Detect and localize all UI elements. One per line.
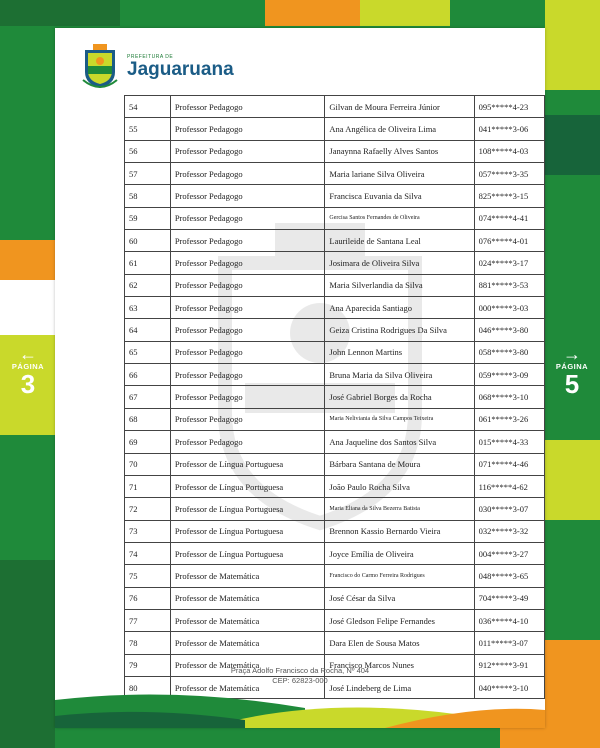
row-name: Francisca Euvania da Silva bbox=[325, 185, 474, 207]
row-role: Professor Pedagogo bbox=[170, 185, 325, 207]
table-row bbox=[125, 140, 545, 162]
row-number: 73 bbox=[125, 520, 171, 542]
row-name: Francisco Marcos Nunes bbox=[325, 654, 474, 676]
row-number: 60 bbox=[125, 230, 171, 252]
row-document: 068*****3-10 bbox=[474, 386, 544, 408]
row-document: 024*****3-17 bbox=[474, 252, 544, 274]
row-document: 061*****3-26 bbox=[474, 408, 544, 430]
row-role: Professor Pedagogo bbox=[170, 386, 325, 408]
table-row bbox=[125, 431, 545, 453]
row-name: Joyce Emília de Oliveira bbox=[325, 542, 474, 564]
table-row bbox=[125, 565, 545, 587]
bg-orange-left bbox=[0, 240, 55, 280]
row-role: Professor de Matemática bbox=[170, 565, 325, 587]
row-role: Professor Pedagogo bbox=[170, 96, 325, 118]
row-role: Professor de Matemática bbox=[170, 632, 325, 654]
row-role: Professor de Língua Portuguesa bbox=[170, 498, 325, 520]
row-role: Professor Pedagogo bbox=[170, 274, 325, 296]
table-row bbox=[125, 96, 545, 118]
table-row bbox=[125, 274, 545, 296]
row-document: 116*****4-62 bbox=[474, 475, 544, 497]
table-row bbox=[125, 364, 545, 386]
row-document: 046*****3-80 bbox=[474, 319, 544, 341]
cep-line: CEP: 62823-000 bbox=[272, 676, 328, 685]
row-document: 040*****3-10 bbox=[474, 676, 544, 698]
row-role: Professor Pedagogo bbox=[170, 118, 325, 140]
row-name: Francisco do Carmo Ferreira Rodrigues bbox=[325, 565, 474, 587]
row-number: 54 bbox=[125, 96, 171, 118]
table-row bbox=[125, 207, 545, 229]
row-document: 071*****4-46 bbox=[474, 453, 544, 475]
row-role: Professor Pedagogo bbox=[170, 297, 325, 319]
row-document: 108*****4-03 bbox=[474, 140, 544, 162]
row-document: 825*****3-15 bbox=[474, 185, 544, 207]
table-row bbox=[125, 542, 545, 564]
bg-white-left bbox=[0, 280, 55, 335]
row-number: 69 bbox=[125, 431, 171, 453]
row-document: 032*****3-32 bbox=[474, 520, 544, 542]
arrow-right-icon: → bbox=[563, 344, 581, 364]
row-role: Professor Pedagogo bbox=[170, 252, 325, 274]
row-role: Professor de Matemática bbox=[170, 609, 325, 631]
row-number: 76 bbox=[125, 587, 171, 609]
logo-city: Jaguaruana bbox=[127, 59, 234, 80]
row-document: 074*****4-41 bbox=[474, 207, 544, 229]
row-number: 64 bbox=[125, 319, 171, 341]
logo-prefix: PREFEITURA DE bbox=[127, 54, 174, 60]
table-row bbox=[125, 230, 545, 252]
row-name: João Paulo Rocha Silva bbox=[325, 475, 474, 497]
row-number: 79 bbox=[125, 654, 171, 676]
row-document: 036*****4-10 bbox=[474, 609, 544, 631]
row-document: 095*****4-23 bbox=[474, 96, 544, 118]
row-document: 881*****3-53 bbox=[474, 274, 544, 296]
row-number: 68 bbox=[125, 408, 171, 430]
row-number: 59 bbox=[125, 207, 171, 229]
table-row bbox=[125, 408, 545, 430]
row-name: Brennon Kassio Bernardo Vieira bbox=[325, 520, 474, 542]
table-row bbox=[125, 297, 545, 319]
row-name: Josimara de Oliveira Silva bbox=[325, 252, 474, 274]
row-name: Bruna Maria da Silva Oliveira bbox=[325, 364, 474, 386]
row-name: Dara Elen de Sousa Matos bbox=[325, 632, 474, 654]
row-role: Professor Pedagogo bbox=[170, 431, 325, 453]
row-role: Professor de Matemática bbox=[170, 654, 325, 676]
row-role: Professor de Língua Portuguesa bbox=[170, 453, 325, 475]
row-number: 71 bbox=[125, 475, 171, 497]
row-role: Professor Pedagogo bbox=[170, 163, 325, 185]
address-line: Praça Adolfo Francisco da Rocha, Nº 404 bbox=[230, 666, 370, 675]
row-name: Ana Jaqueline dos Santos Silva bbox=[325, 431, 474, 453]
bg-orange-top bbox=[265, 0, 360, 26]
row-document: 076*****4-01 bbox=[474, 230, 544, 252]
row-role: Professor Pedagogo bbox=[170, 140, 325, 162]
row-number: 78 bbox=[125, 632, 171, 654]
row-number: 67 bbox=[125, 386, 171, 408]
row-document: 704*****3-49 bbox=[474, 587, 544, 609]
bg-dark-left-low bbox=[0, 560, 55, 748]
row-name: Ana Aparecida Santiago bbox=[325, 297, 474, 319]
row-document: 057*****3-35 bbox=[474, 163, 544, 185]
row-name: José Gabriel Borges da Rocha bbox=[325, 386, 474, 408]
row-name: Gilvan de Moura Ferreira Júnior bbox=[325, 96, 474, 118]
row-number: 61 bbox=[125, 252, 171, 274]
row-number: 75 bbox=[125, 565, 171, 587]
row-document: 004*****3-27 bbox=[474, 542, 544, 564]
table-row bbox=[125, 319, 545, 341]
bg-yellow-right-low bbox=[545, 440, 600, 520]
table-row bbox=[125, 118, 545, 140]
row-role: Professor Pedagogo bbox=[170, 364, 325, 386]
row-role: Professor de Língua Portuguesa bbox=[170, 475, 325, 497]
row-role: Professor de Língua Portuguesa bbox=[170, 520, 325, 542]
row-name: Janaynna Rafaelly Alves Santos bbox=[325, 140, 474, 162]
row-role: Professor Pedagogo bbox=[170, 319, 325, 341]
row-number: 56 bbox=[125, 140, 171, 162]
row-document: 000*****3-03 bbox=[474, 297, 544, 319]
bg-darkgreen-right bbox=[545, 115, 600, 175]
row-role: Professor Pedagogo bbox=[170, 341, 325, 363]
row-document: 011*****3-07 bbox=[474, 632, 544, 654]
employee-table bbox=[124, 95, 545, 699]
row-document: 041*****3-06 bbox=[474, 118, 544, 140]
table-row bbox=[125, 386, 545, 408]
table-row bbox=[125, 475, 545, 497]
row-document: 048*****3-65 bbox=[474, 565, 544, 587]
table-row bbox=[125, 632, 545, 654]
row-number: 70 bbox=[125, 453, 171, 475]
row-name: Maria Silverlandia da Silva bbox=[325, 274, 474, 296]
row-name: John Lennon Martins bbox=[325, 341, 474, 363]
table-row bbox=[125, 185, 545, 207]
row-name: Geiza Cristina Rodrigues Da Silva bbox=[325, 319, 474, 341]
row-number: 77 bbox=[125, 609, 171, 631]
table-row bbox=[125, 341, 545, 363]
row-number: 57 bbox=[125, 163, 171, 185]
bg-yellow-top bbox=[360, 0, 450, 26]
bg-dark-strip bbox=[0, 0, 120, 26]
table-row bbox=[125, 252, 545, 274]
row-document: 059*****3-09 bbox=[474, 364, 544, 386]
row-role: Professor Pedagogo bbox=[170, 207, 325, 229]
table-row bbox=[125, 609, 545, 631]
row-number: 66 bbox=[125, 364, 171, 386]
row-number: 55 bbox=[125, 118, 171, 140]
table-row bbox=[125, 520, 545, 542]
crest-icon bbox=[81, 44, 119, 90]
row-name: Ana Angélica de Oliveira Lima bbox=[325, 118, 474, 140]
row-role: Professor de Língua Portuguesa bbox=[170, 542, 325, 564]
row-number: 63 bbox=[125, 297, 171, 319]
row-role: Professor Pedagogo bbox=[170, 230, 325, 252]
table-row bbox=[125, 453, 545, 475]
table-row bbox=[125, 163, 545, 185]
row-document: 015*****4-33 bbox=[474, 431, 544, 453]
footer-decoration bbox=[55, 690, 545, 728]
row-document: 912*****3-91 bbox=[474, 654, 544, 676]
row-name: Maria Neliviania da Silva Campos Teixeira bbox=[325, 408, 474, 430]
footer-address bbox=[55, 666, 545, 686]
row-number: 80 bbox=[125, 676, 171, 698]
row-document: 030*****3-07 bbox=[474, 498, 544, 520]
row-role: Professor de Matemática bbox=[170, 587, 325, 609]
prev-page-link[interactable]: ← PÁGINA 3 bbox=[8, 346, 48, 397]
row-name: José Lindeberg de Lima bbox=[325, 676, 474, 698]
row-role: Professor Pedagogo bbox=[170, 408, 325, 430]
row-name: Laurileide de Santana Leal bbox=[325, 230, 474, 252]
bg-yellow-right bbox=[545, 0, 600, 90]
document-page bbox=[55, 28, 545, 728]
next-page-link[interactable]: → PÁGINA 5 bbox=[552, 346, 592, 397]
arrow-left-icon: ← bbox=[19, 344, 37, 364]
row-number: 58 bbox=[125, 185, 171, 207]
row-name: José César da Silva bbox=[325, 587, 474, 609]
row-name: Bárbara Santana de Moura bbox=[325, 453, 474, 475]
row-name: Maria Eliana da Silva Bezerra Batista bbox=[325, 498, 474, 520]
row-name: José Gledson Felipe Fernandes bbox=[325, 609, 474, 631]
row-role: Professor de Matemática bbox=[170, 676, 325, 698]
table-row bbox=[125, 587, 545, 609]
row-number: 65 bbox=[125, 341, 171, 363]
row-number: 62 bbox=[125, 274, 171, 296]
table-row bbox=[125, 498, 545, 520]
row-number: 74 bbox=[125, 542, 171, 564]
row-number: 72 bbox=[125, 498, 171, 520]
row-name: Gercisa Santos Fernandes de Oliveira bbox=[325, 207, 474, 229]
row-document: 058*****3-80 bbox=[474, 341, 544, 363]
prefeitura-logo bbox=[81, 44, 234, 90]
row-name: Maria lariane Silva Oliveira bbox=[325, 163, 474, 185]
